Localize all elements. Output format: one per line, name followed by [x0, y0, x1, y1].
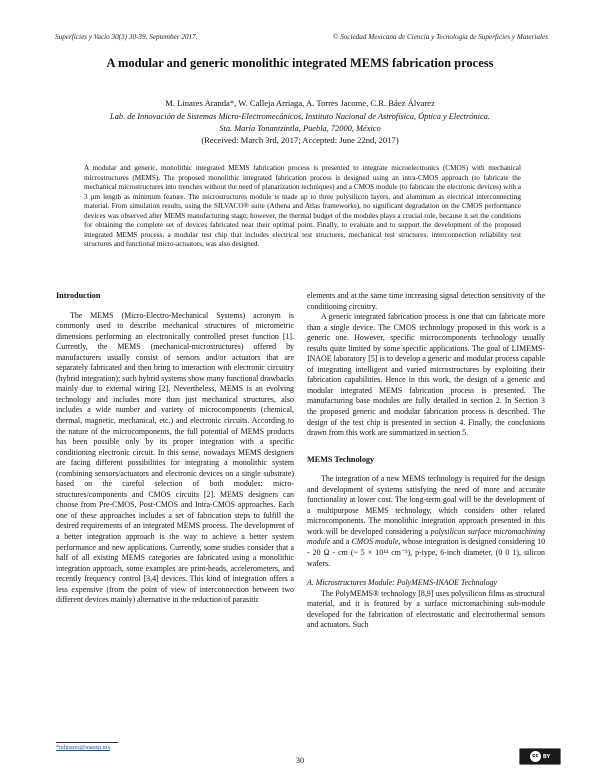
polymems-paragraph: The PolyMEMS® technology [8,9] uses polysilicon films as structural material, and it is featured by a surface micromachining sub-module developed for the fabrication of electrostatic and electrothermal sensors and actuators. Such: [307, 588, 545, 630]
mems-technology-heading: MEMS Technology: [307, 454, 375, 464]
generic-process-paragraph: A generic integrated fabrication process is one that can fabricate more than a single device. The CMOS technology proposed in this work is a generic one. However, specific microcomponents technology usually results quite limited by some specific applications. The goal of LIMEMS-INAOE laboratory [5] is to develop a generic and modular process capable of integrating intelligent and varied microstructures by exploiting their fabrication capabilities. Hence in this work, the design of a generic and modular integrated MEMS fabrication process is presented. The manufacturing base modules are fully detailed in section 2. In Section 3 the proposed generic and modular fabrication process is described. The design of the test chip is presented in section 4. Finally, the conclusions drawn from this work are summarized in section 5.: [307, 312, 545, 438]
journal-citation: Superficies y Vacío 30(3) 30-39, September 2017.: [55, 33, 198, 41]
microstructures-module-subheading: A. Microstructures Module: PolyMEMS-INAOE Technology: [307, 578, 497, 588]
surface-micromachining-term: polysilicon surface micromachining module: [307, 526, 546, 547]
abstract: A modular and generic, monolithic integrated MEMS fabrication process is presented to integrate microelectronics (CMOS) with mechanical microstructures (MEMS). The proposed monolithic integrated fabrication process is designed using an intra-CMOS approach (to fabricate the mechanical microstructures into trenches without the need of planarization techniques) and a CMOS module (to fabricate the electronic devices) with a 3 µm length as minimum feature. The microstructures module is made up to three polysilicon layers, and aluminum as electrical interconnecting material. From simulation results, using the SILVACO® suite (Athena and Atlas frameworks), no significant degradation on the CMOS performance devices was observed after MEMS manufacturing stage; however, the thermal budget of the modules plays a crucial role, because it set the conditions for obtaining the complete set of devices fabricated near their optimal point. Finally, to evaluate and to support the development of the proposed integrated MEMS process, a modular test chip that includes electrical test structures, mechanical test structures, interconnection reliability test structures and functional micro-actuators, was also designed.: [84, 164, 521, 249]
right-column: [307, 291, 545, 631]
mems-technology-paragraph: The integration of a new MEMS technology is required for the design and development of systems satisfying the need of more and accurate functionality at lower cost. The long-term goal will be the development of a multipurpose MEMS technology, which considers other related microcomponents. The monolithic integration approach presented in this work will be developed considering a polysilicon surface micromachining module and a CMOS module, whose integration is designed considering 10 - 20 Ω - cm (~ 5 × 10¹⁴ cm⁻³), p-type, 6-inch diameter, (0 0 1), silicon wafers.: [307, 474, 546, 568]
footnote-divider: [56, 742, 118, 743]
corresponding-author-email-link[interactable]: *mlinares@inaoep.mx: [56, 745, 111, 751]
introduction-heading: Introduction: [56, 291, 101, 300]
creative-commons-license-badge[interactable]: [519, 748, 561, 765]
paper-title: A modular and generic monolithic integrated MEMS fabrication process: [106, 56, 494, 70]
cmos-module-term: CMOS module: [351, 537, 399, 547]
introduction-paragraph: The MEMS (Micro-Electro-Mechanical Systems) acronym is commonly used to describe mechanical structures of micrometric dimensions performing an electronically controlled preset function [1]. Currently, the MEMS (mechanical-microstructures) offered by manufacturers usually consist of sensors and/or actuators that are separately fabricated and then bring to interaction with electronic circuitry (hybrid integration); such hybrid systems show many functional drawbacks mainly due to external wiring [2]. Nevertheless, MEMS is an evolving technology and includes more than just mechanical structures, also includes a wide number and variety of microcomponents (chemical, thermal, magnetic, mechanical, etc.) and electronic circuits. According to the nature of the microcomponents, the full potential of MEMS products has been possible only by its proper integration with a specific conditioning electronic circuit. In this sense, nowadays MEMS designers are facing different possibilities for integrating a monolithic system (combining sensors/actuators and electronic devices on a single substrate) based on the careful selection of both modules: micro-structures/components and CMOS circuits [2]. MEMS designers can choose from Pre-CMOS, Post-CMOS and Intra-CMOS approaches. Each one of these approaches includes a set of fabrication steps to fulfill the desired requirements of an integrated MEMS process. The development of a better integration approach is the way to achieve a better system performance and new applications. Currently, some studies consider that a half of all existing MEMS categories are fabricated using a monolithic integration approach, some examples are print-heads, accelerometers, and recently frequency control [3,4] devices. This kind of integration offers a less expensive (from the point of view of interconnection between two different devices mainly) alternative in the reduction of parasitic: [56, 310, 294, 605]
left-column: [56, 291, 294, 606]
society-copyright: © Sociedad Mexicana de Ciencia y Tecnología de Superficies y Materiales: [332, 33, 548, 41]
intro-continuation-paragraph: elements and at the same time increasing signal detection sensitivity of the conditioning circuitry.: [307, 291, 545, 311]
affiliation-address: Sta. María Tonantzintla, Puebla, 72000, México: [219, 124, 381, 133]
by-attribution-icon: BY: [542, 753, 551, 760]
author-list: M. Linares Aranda*, W. Calleja Arriaga, A. Torres Jacome, C.R. Báez Álvarez: [165, 98, 435, 108]
received-accepted-dates: (Received: March 3rd, 2017; Accepted: June 22nd, 2017): [201, 135, 399, 145]
affiliation-institution: Lab. de Innovación de Sistemas Micro-Electromecánicos, Instituto Nacional de Astrofísica, Óptica y Electrónica.: [110, 112, 490, 121]
cc-icon: cc: [530, 751, 541, 762]
page-number: 30: [295, 756, 305, 765]
